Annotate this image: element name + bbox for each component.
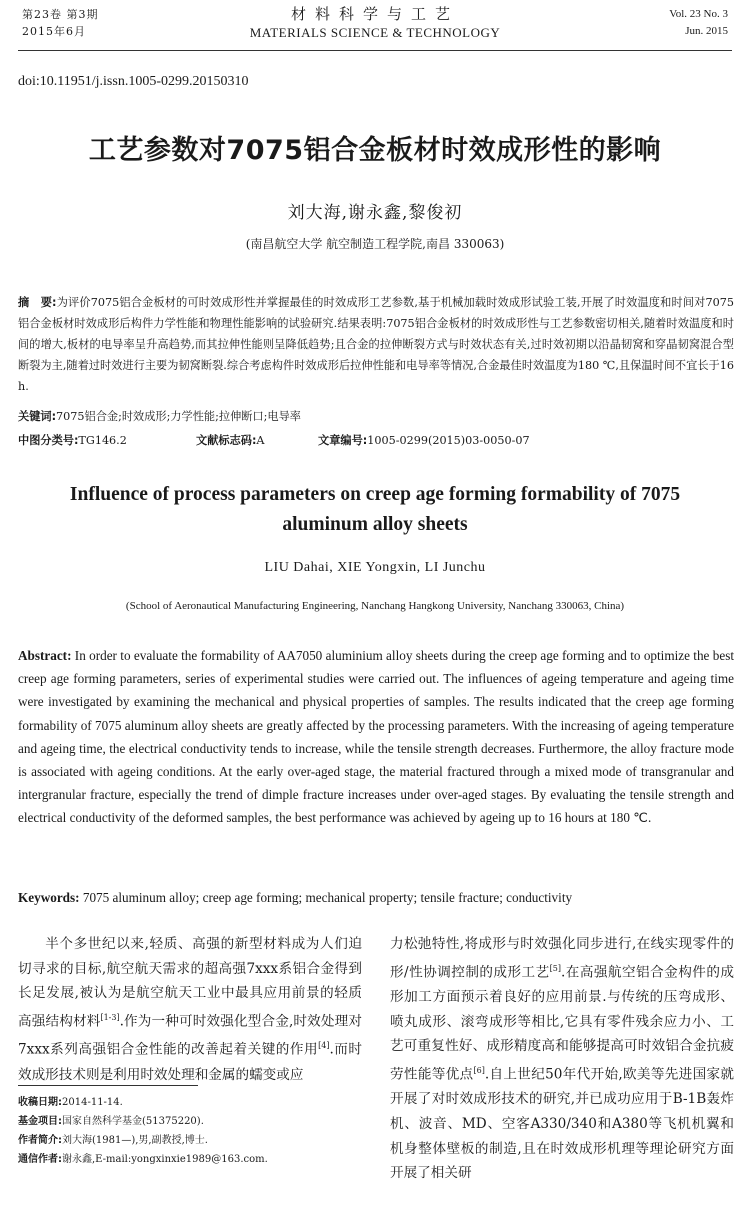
keywords-en	[18, 890, 572, 906]
running-header	[0, 0, 750, 48]
body-left-text-b: .作为一种可时效强化型合金,时效处理对7xxx系列高强铝合金性能的改善起着关键的作用	[18, 1013, 362, 1058]
clc-number	[18, 432, 196, 448]
received-value: 2014-11-14.	[62, 1097, 123, 1108]
body-column-right	[390, 932, 734, 1186]
footnote-author	[18, 1132, 378, 1150]
body-left-text-c: .而时效成形技术则是利用时效处理和金属的蠕变或应	[18, 1041, 362, 1083]
doi[interactable]: doi:10.11951/j.issn.1005-0299.20150310	[18, 74, 249, 89]
clc-value: TG146.2	[78, 434, 127, 447]
fund-value: 国家自然科学基金(51375220).	[62, 1116, 204, 1127]
header-rule	[18, 50, 732, 51]
footnote-corresponding	[18, 1151, 378, 1169]
author-bio-label: 作者简介:	[18, 1135, 62, 1146]
keywords-en-label: Keywords:	[18, 890, 80, 905]
author-bio-value: 刘大海(1981—),男,副教授,博士.	[62, 1135, 208, 1146]
doc-code-label: 文献标志码:	[196, 434, 257, 447]
abstract-en	[18, 644, 734, 830]
abstract-cn-text: 为评价7075铝合金板材的可时效成形性并掌握最佳的时效成形工艺参数,基于机械加载时效成形试验工装,开展了时效温度和时间对7075铝合金板材时效成形后构件力学性能和物理性能影响的试验研究.结果表明:7075铝合金板材的时效成形性与工艺参数密切相关,随着时效温度和时间的增大,板材的电导率呈升高趋势,而其拉伸性能则呈降低趋势;且合金的拉伸断裂方式与时效状态有关,过时效初期以沿晶韧窝和穿晶韧窝混合型断裂为主,随着过时效进行主要为韧窝断裂.综合考虑构件时效成形后拉伸性能和电导率等情况,合金最佳时效温度为180 ℃,且保温时间不宜长于16 h.	[18, 296, 734, 393]
footnote-received	[18, 1094, 378, 1112]
paper-title-en: Influence of process parameters on creep age forming formability of 7075 aluminum alloy sheets	[69, 484, 681, 535]
authors-en: LIU Dahai, XIE Yongxin, LI Junchu	[264, 560, 486, 575]
journal-name-cn: 材料科学与工艺	[290, 5, 459, 23]
keywords-cn-label: 关键词:	[18, 410, 57, 423]
received-label: 收稿日期:	[18, 1097, 62, 1108]
doc-code-value: A	[256, 434, 265, 447]
citation-ref[interactable]: [6]	[473, 1066, 485, 1076]
abstract-en-label: Abstract:	[18, 648, 72, 663]
abstract-cn-label: 摘 要:	[18, 296, 57, 309]
header-vol-issue-cn: 第23卷 第3期	[22, 8, 99, 21]
body-right-text-c: .自上世纪50年代开始,欧美等先进国家就开展了对时效成形技术的研究,并已成功应用于B-1B轰炸机、波音、MD、空客A330/340和A380等飞机机翼和机身整体壁板的制造,且在时效成形机理等理论研究方面开展了相关研	[390, 1066, 734, 1182]
citation-ref[interactable]: [4]	[318, 1041, 330, 1051]
header-date-en: Jun. 2015	[685, 25, 728, 37]
article-number-value: 1005-0299(2015)03-0050-07	[367, 434, 530, 447]
body-left-text-a: 半个多世纪以来,轻质、高强的新型材料成为人们迫切寻求的目标,航空航天需求的超高强7xxx系铝合金得到长足发展,被认为是航空航天工业中最具应用前景的轻质高强结构材料	[18, 936, 362, 1030]
corresponding-value[interactable]: 谢永鑫,E-mail:yongxinxie1989@163.com.	[62, 1154, 268, 1165]
footnote-fund	[18, 1113, 378, 1131]
header-date-cn: 2015年6月	[22, 25, 86, 38]
fund-label: 基金项目:	[18, 1116, 62, 1127]
clc-label: 中图分类号:	[18, 434, 79, 447]
header-volume-en	[669, 6, 728, 40]
citation-ref[interactable]: [1-3]	[100, 1013, 120, 1023]
journal-name-en: MATERIALS SCIENCE & TECHNOLOGY	[249, 25, 501, 40]
corresponding-label: 通信作者:	[18, 1154, 62, 1165]
body-right-text-a: 力松弛特性,将成形与时效强化同步进行,在线实现零件的形/性协调控制的成形工艺	[390, 936, 734, 981]
keywords-cn-text: 7075铝合金;时效成形;力学性能;拉伸断口;电导率	[56, 410, 301, 423]
keywords-cn	[18, 408, 301, 424]
abstract-en-text: In order to evaluate the formability of AA7050 aluminium alloy sheets during the creep age forming and to optimize the best creep age forming parameters, series of experimental studies were carried out. The influences of ageing temperature and ageing time were investigated by examining the mechanical and physical properties of samples. The results indicated that the creep age forming formability of 7075 aluminum alloy sheets are greatly affected by the processing parameters. With the increasing of ageing temperature and ageing time, the electrical conductivity tends to increase, while the tensile strength decreases. Furthermore, the alloy fracture mode is associated with ageing conditions. At the early over-aged stage, the material fractured through a mixed mode of transgranular and intergranular fracture, especially the trend of dimple fracture increases under over-aged stages. By evaluating the tensile strength and electrical conductivity of the deformed samples, the best performance was achieved by ageing up to 16 hours at 180 ℃.	[18, 648, 734, 826]
body-right-text-b: .在高强航空铝合金构件的成形加工方面预示着良好的应用前景.与传统的压弯成形、喷丸成形、滚弯成形等相比,它具有零件残余应力小、工艺可重复性好、成形精度高和能够提高可时效铝合金抗疲劳性能等优点	[390, 964, 734, 1083]
keywords-en-text: 7075 aluminum alloy; creep age forming; mechanical property; tensile fracture; conductivity	[79, 890, 573, 905]
affiliation-cn: (南昌航空大学 航空制造工程学院,南昌 330063)	[245, 237, 505, 251]
body-column-left	[18, 932, 362, 1087]
article-number-label: 文章编号:	[318, 434, 368, 447]
header-journal	[0, 4, 750, 42]
authors-cn: 刘大海,谢永鑫,黎俊初	[287, 203, 463, 223]
classification-row	[18, 432, 734, 448]
article-number	[318, 432, 530, 448]
document-code	[196, 432, 318, 448]
paper-title-cn: 工艺参数对7075铝合金板材时效成形性的影响	[88, 135, 662, 166]
header-vol-issue-en: Vol. 23 No. 3	[669, 8, 728, 20]
abstract-cn	[18, 292, 734, 397]
footnote-rule	[18, 1085, 198, 1086]
citation-ref[interactable]: [5]	[549, 963, 561, 973]
affiliation-en: (School of Aeronautical Manufacturing Engineering, Nanchang Hangkong University, Nanchang 330063, China)	[125, 600, 625, 612]
